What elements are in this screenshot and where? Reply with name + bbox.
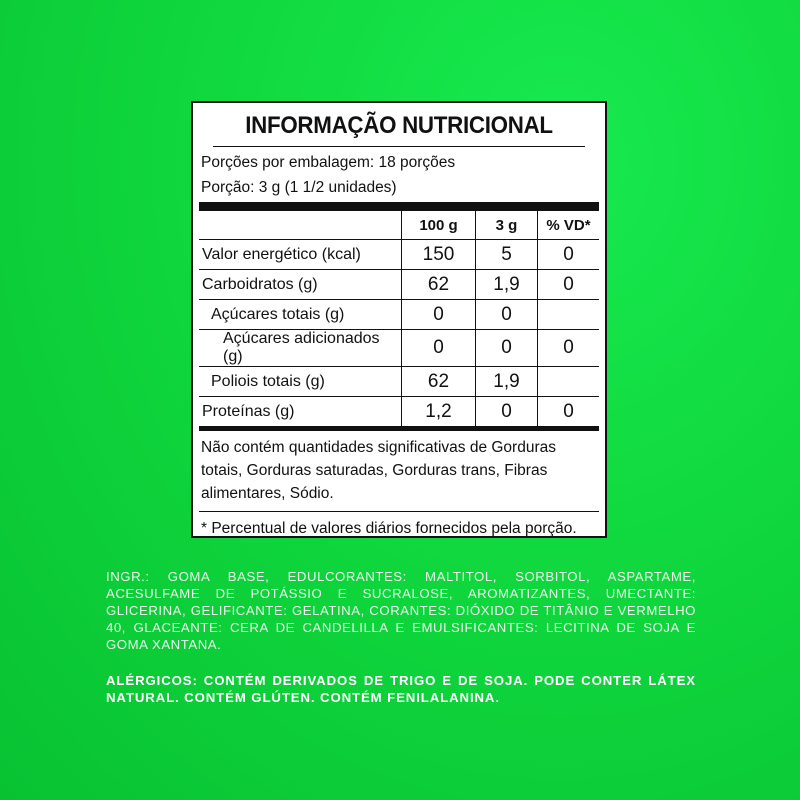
value-100g: 1,2 — [402, 397, 476, 427]
value-100g: 0 — [402, 300, 476, 330]
table-header-row — [199, 211, 599, 240]
nutrition-facts-label — [191, 101, 607, 538]
header-empty-cell — [199, 211, 402, 240]
table-row — [199, 397, 599, 427]
ingredients-text: INGR.: GOMA BASE, EDULCORANTES: MALTITOL, SORBITOL, ASPARTAME, ACESULFAME DE POTÁSSIO E SUCRALOSE, AROMATIZANTES, UMECTANTE: GLICERINA, GELIFICANTE: GELATINA, CORANTES: DIÓXIDO DE TITÂNIO E VERMELHO 40, GLACEANTE: CERA DE CANDELILLA E EMULSIFICANTES: LECITINA DE SOJA E GOMA XANTANA. — [106, 569, 696, 652]
not-significant-note: Não contém quantidades significativas de Gorduras totais, Gorduras saturadas, Gorduras trans, Fibras alimentares, Sódio. — [199, 431, 599, 512]
value-100g: 62 — [402, 270, 476, 300]
nutrient-name: Carboidratos (g) — [199, 270, 402, 300]
table-row — [199, 330, 599, 367]
nutrition-table — [199, 211, 599, 426]
value-vd: 0 — [538, 240, 600, 270]
column-header-vd: % VD* — [538, 211, 600, 240]
table-row — [199, 240, 599, 270]
value-portion: 0 — [476, 397, 538, 427]
nutrient-name: Poliois totais (g) — [199, 367, 402, 397]
value-vd — [538, 300, 600, 330]
column-header-100g: 100 g — [402, 211, 476, 240]
serving-info — [199, 147, 599, 202]
thick-divider — [199, 202, 599, 211]
value-vd: 0 — [538, 330, 600, 367]
value-vd: 0 — [538, 397, 600, 427]
value-portion: 0 — [476, 330, 538, 367]
table-row — [199, 270, 599, 300]
value-portion: 1,9 — [476, 270, 538, 300]
label-title: INFORMAÇÃO NUTRICIONAL — [213, 106, 585, 147]
nutrient-name: Valor energético (kcal) — [199, 240, 402, 270]
value-portion: 0 — [476, 300, 538, 330]
nutrient-name: Açúcares totais (g) — [199, 300, 402, 330]
daily-value-footnote: * Percentual de valores diários fornecidos pela porção. — [201, 520, 577, 537]
servings-per-package: Porções por embalagem: 18 porções — [201, 154, 456, 171]
nutrient-name: Proteínas (g) — [202, 402, 295, 420]
value-vd — [538, 367, 600, 397]
value-100g: 150 — [402, 240, 476, 270]
table-row — [199, 300, 599, 330]
value-portion: 1,9 — [476, 367, 538, 397]
serving-size: Porção: 3 g (1 1/2 unidades) — [201, 179, 397, 196]
nutrient-name: Açúcares adicionados (g) — [199, 330, 402, 367]
allergens-text: ALÉRGICOS: CONTÉM DERIVADOS DE TRIGO E DE SOJA. PODE CONTER LÁTEX NATURAL. CONTÉM GLÚTEN. CONTÉM FENILALANINA. — [106, 673, 696, 705]
value-vd: 0 — [538, 270, 600, 300]
value-100g: 62 — [402, 367, 476, 397]
value-100g: 0 — [402, 330, 476, 367]
value-portion: 5 — [476, 240, 538, 270]
column-header-portion: 3 g — [476, 211, 538, 240]
table-row — [199, 367, 599, 397]
